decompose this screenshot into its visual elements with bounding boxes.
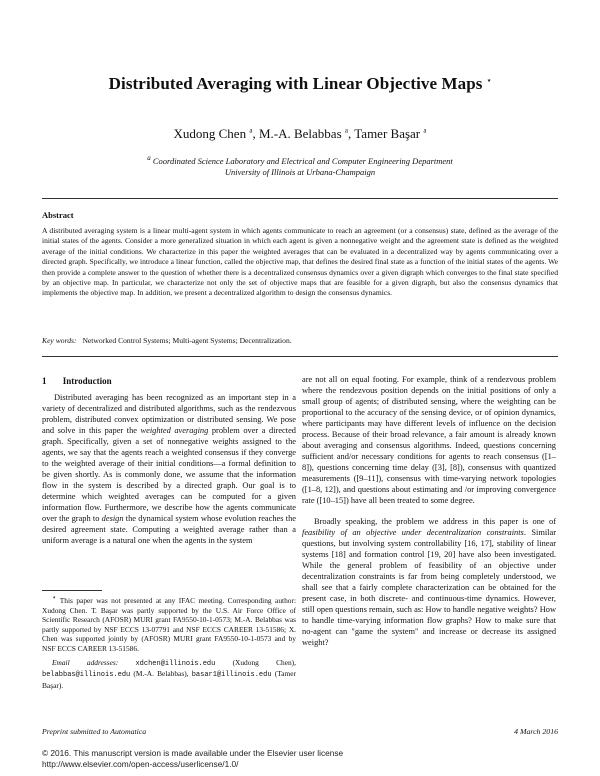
author-list: Xudong Chen $^a$, M.-A. Belabbas $^a$, Tamer Başar $^a$ xyxy=(173,126,427,141)
footnote-mark: ⋆ xyxy=(52,593,57,602)
footnote-divider xyxy=(42,590,102,591)
paragraph xyxy=(42,392,296,546)
abstract-heading: Abstract xyxy=(42,210,74,220)
text-run: problem over a directed graph. Specifically, given a set of nonnegative weights assigned to the agents, we say that the agents reach a weighted consensus if they converge to the weighted average of their initial conditions—a formal definition to be given shortly. As is commonly done, we assume that the information flow in the system is described by a directed graph. Our goal is to determine which weighted averages can be computed for a given information flow. Furthermore, we describe how the agents communicate over the graph to xyxy=(42,426,296,523)
text-run: Broadly speaking, the problem we address in this paper is one of xyxy=(314,517,556,526)
text-run: . Similar questions, but involving system controllability [16, 17], stability of linear systems [18] and formation control [19, 20] have also been investigated. While the general problem of feasibility of an objective under decentralization constraints is far from being completely understood, we shall see that a fairly complete characterization can be obtained for the present case, in both discrete- and continuous-time dynamics. However, still open questions remain, such as: How to handle negative weights? How to handle time-varying information flow graphs? How to make sure that no-agent can "game the system" and increase or decrease its assigned weight? xyxy=(302,528,556,647)
author-affil-mark: a xyxy=(423,126,427,135)
emphasis: weighted averaging xyxy=(140,426,209,435)
affiliation-line-1: Coordinated Science Laboratory and Electrical and Computer Engineering Department xyxy=(152,156,453,166)
paper-title xyxy=(0,74,600,94)
email-owner: (M.-A. Belabbas), xyxy=(133,669,189,679)
footnote-paragraph xyxy=(42,593,296,654)
title-text: Distributed Averaging with Linear Objective Maps xyxy=(108,74,483,93)
email-paragraph xyxy=(42,658,296,691)
abstract-bottom-divider xyxy=(42,356,558,357)
preprint-date: 4 March 2016 xyxy=(514,727,558,736)
title-footnote-mark: ⋆ xyxy=(486,76,492,85)
license-url[interactable]: http://www.elsevier.com/open-access/userlicense/1.0/ xyxy=(42,758,239,769)
email-owner: (Tamer Başar). xyxy=(42,669,296,690)
section-number: 1 xyxy=(42,376,47,386)
email-link[interactable]: basar1@illinois.edu xyxy=(191,671,272,680)
author-name: Xudong Chen xyxy=(173,126,247,141)
email-label: Email addresses: xyxy=(52,657,119,667)
affiliation xyxy=(0,156,600,178)
footnote-text: This paper was not presented at any IFAC meeting. Corresponding author: Xudong Chen. T. Başar was partly supported by the U.S. Air Force Office of Scientific Research (AFOSR) MURI grant FA9550-10-1-0573; M.-A. Belabbas was partly supported by NSF ECCS 13-07791 and NSF ECCS CAREER 13-51586; X. Chen was supported jointly by (AFOSR) MURI grant FA9550-10-1-0573 and by NSF ECCS CAREER 13-51586. xyxy=(42,596,296,653)
affiliation-line-2: University of Illinois at Urbana-Champaign xyxy=(224,167,376,177)
abstract-text: A distributed averaging system is a linear multi-agent system in which agents communicate to reach an agreement (or a consensus) state, defined as the average of the initial states of the agents. Consider a more generalized situation in which each agent is given a nonnegative weight and the agreement state is defined as the weighted average of the initial conditions. We characterize in this paper the weighted averages that can be evaluated in a decentralized way by agents communicating over a directed graph. Specifically, we introduce a linear function, called the objective map, that defines the desired final state as a function of the initial states of the agents. We then provide a complete answer to the question of whether there is a decentralized consensus dynamics over a given digraph which converges to the final state specified by an objective map. In particular, we characterize not only the set of objective maps that are feasible for a given digraph, but also the consensus dynamics that implements the objective map. In addition, we present a decentralized algorithm to design the consensus dynamics. xyxy=(42,226,558,298)
section-title: Introduction xyxy=(62,376,112,386)
text-run: the dynamical system whose evolution reaches the desired agreement state. Computing a weighted average rather than a uniform average is a natural one when the agents in the system xyxy=(42,514,296,545)
affiliation-mark: a xyxy=(147,154,151,163)
email-owner: (Xudong Chen), xyxy=(232,657,296,667)
footnote xyxy=(42,593,296,690)
keywords xyxy=(42,336,558,345)
author-affil-mark: a xyxy=(249,126,253,135)
right-column xyxy=(302,374,556,648)
email-link[interactable]: belabbas@illinois.edu xyxy=(42,671,131,680)
copyright-line: © 2016. This manuscript version is made available under the Elsevier user license xyxy=(42,748,344,758)
keywords-text: Networked Control Systems; Multi-agent Systems; Decentralization. xyxy=(82,336,292,345)
keywords-label: Key words: xyxy=(42,336,77,345)
paragraph: are not all on equal footing. For example, think of a rendezvous problem where the rendezvous position depends on the initial positions of only a small group of agents; of distributed sensing, where the weighting can be proportional to the accuracy of the sensing device, or of opinion dynamics, where participants may have different levels of influence on the decision process. Because of their broad relevance, a fair amount is already known about averaging and consensus algorithms. Indeed, questions concerning sufficient and/or necessary conditions for agents to reach consensus ([1–8]), questions concerning time delay ([3], [8]), consensus with quantized measurements ([9–11]), consensus with time-varying network topologies ([1–8, 12]), and questions about estimating and /or improving convergence rate ([10–15]) have all been treated to some degree. xyxy=(302,375,556,505)
copyright-notice xyxy=(42,748,343,769)
email-link[interactable]: xdchen@illinois.edu xyxy=(135,659,216,668)
author-name: Tamer Başar xyxy=(354,126,421,141)
paragraph xyxy=(302,516,556,648)
author-affil-mark: a xyxy=(344,126,348,135)
emphasis: design xyxy=(101,514,124,523)
preprint-note: Preprint submitted to Automatica xyxy=(42,727,147,736)
left-column xyxy=(42,392,296,546)
emphasis: feasibility of an objective under decentralization constraints xyxy=(302,528,524,537)
author-name: M.-A. Belabbas xyxy=(258,126,342,141)
section-heading xyxy=(42,376,112,386)
text-run: Distributed averaging has been recognized as an important step in a variety of decentralized and distributed algorithms, such as the rendezvous problem, distributed convex optimization or distributed sensing. We pose and solve in this paper the xyxy=(42,393,296,435)
top-divider xyxy=(42,198,558,199)
